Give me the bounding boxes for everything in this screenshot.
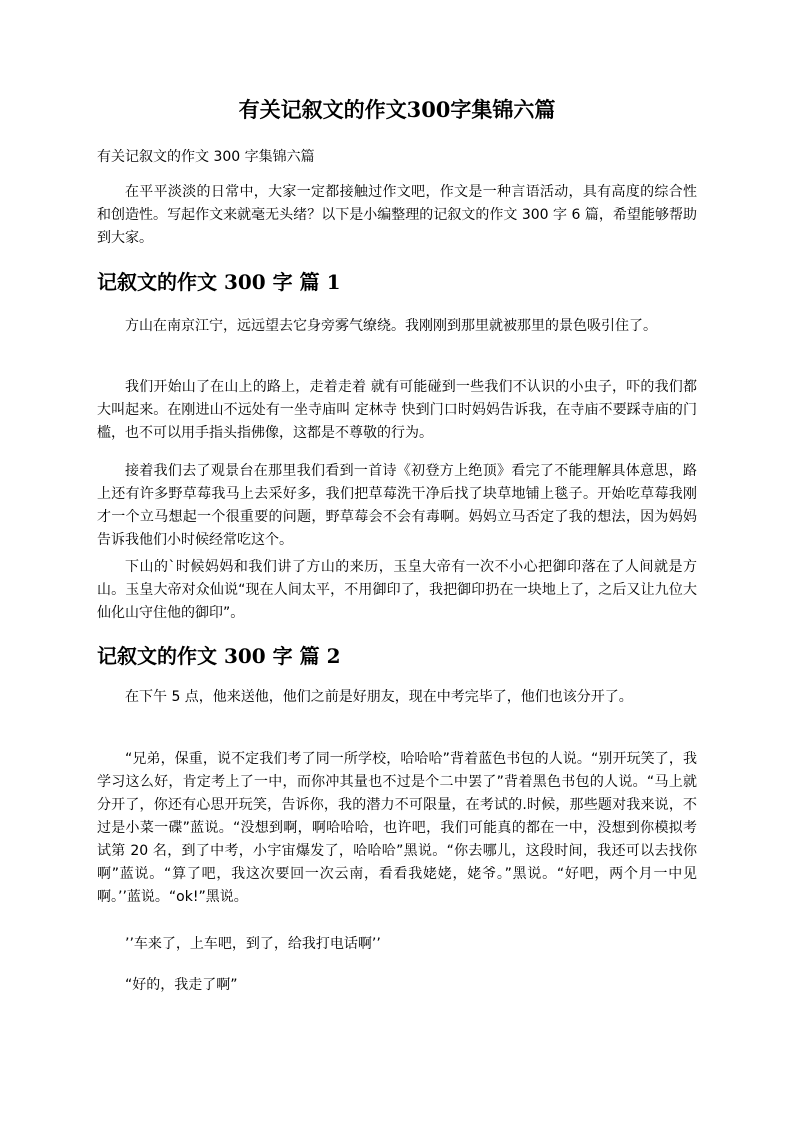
section-1-paragraph-1: 方山在南京江宁，远远望去它身旁雾气缭绕。我刚刚到那里就被那里的景色吸引住了。	[125, 318, 657, 334]
section-1-paragraph-3: 接着我们去了观景台在那里我们看到一首诗《初登方上绝顶》看完了不能理解具体意思，路上还有许多野草莓我马上去采好多，我们把草莓洗干净后找了块草地铺上毯子。开始吃草莓我刚才一个立马想起一个很重要的问题，野草莓会不会有毒啊。妈妈立马否定了我的想法，因为妈妈告诉我他们小时候经常吃这个。	[97, 463, 697, 548]
section-2-paragraph-3: ’’车来了，上车吧，到了，给我打电话啊’’	[125, 936, 381, 952]
document-subtitle: 有关记叙文的作文 300 字集锦六篇	[97, 149, 315, 165]
section-2-paragraph-2: “兄弟，保重，说不定我们考了同一所学校，哈哈哈”背着蓝色书包的人说。“别开玩笑了，我学习这么好，肯定考上了一中，而你冲其量也不过是个二中罢了”背着黑色书包的人说。“马上就分开了，你还有心思开玩笑，告诉你，我的潜力不可限量，在考试的.时候，那些题对我来说，不过是小菜一碟”蓝说。“没想到啊，啊哈哈哈，也许吧，我们可能真的都在一中，没想到你模拟考试第 20 名，到了中考，小宇宙爆发了，哈哈哈”黑说。“你去哪儿，这段时间，我还可以去找你啊”蓝说。“算了吧，我这次要回一次云南，看看我姥姥，姥爷。”黑说。“好吧，两个月一中见啊。’’蓝说。“ok!”黑说。	[97, 751, 697, 905]
section-1-paragraph-2: 我们开始山了在山上的路上，走着走着 就有可能碰到一些我们不认识的小虫子，吓的我们都大叫起来。在刚进山不远处有一坐寺庙叫 定林寺 快到门口时妈妈告诉我，在寺庙不要踩寺庙的门槛，也不可以用手指头指佛像，这都是不尊敬的行为。	[97, 379, 697, 441]
section-1-paragraph-4: 下山的`时候妈妈和我们讲了方山的来历，玉皇大帝有一次不小心把御印落在了人间就是方山。玉皇大帝对众仙说“现在人间太平，不用御印了，我把御印扔在一块地上了，之后又让九位大仙化山守住他的御印”。	[97, 559, 697, 621]
section-1-heading: 记叙文的作文 300 字 篇 1	[97, 270, 341, 294]
section-2-paragraph-4: “好的，我走了啊”	[125, 977, 238, 993]
section-2-heading: 记叙文的作文 300 字 篇 2	[97, 644, 341, 668]
intro-paragraph: 在平平淡淡的日常中，大家一定都接触过作文吧，作文是一种言语活动，具有高度的综合性和创造性。写起作文来就毫无头绪？以下是小编整理的记叙文的作文 300 字 6 篇，希望能够帮助到大家。	[97, 184, 697, 246]
section-2-paragraph-1: 在下午 5 点，他来送他，他们之前是好朋友，现在中考完毕了，他们也该分开了。	[125, 689, 633, 705]
document-title: 有关记叙文的作文300字集锦六篇	[238, 97, 556, 122]
